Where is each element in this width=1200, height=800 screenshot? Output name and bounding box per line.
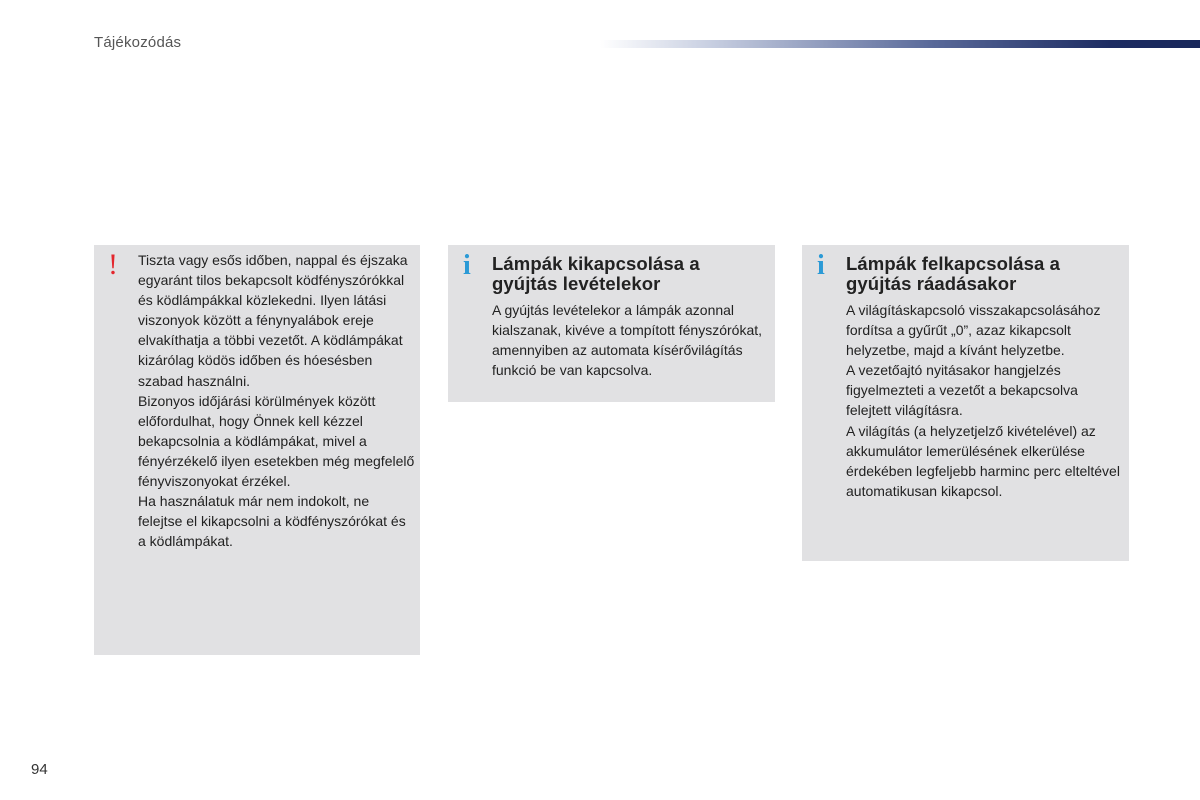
exclamation-icon: !	[108, 248, 118, 281]
info-paragraph: A világításkapcsoló visszakapcsolásához fordítsa a gyűrűt „0”, azaz kikapcsolt helyzetbe, majd a kívánt helyzetbe.	[846, 302, 1101, 359]
warning-paragraph: Ha használatuk már nem indokolt, ne felejtse el kikapcsolni a ködfényszórókat és a ködlámpákat.	[138, 493, 406, 550]
info-box-text	[846, 300, 1121, 501]
page-number: 94	[31, 761, 48, 778]
section-title: Tájékozódás	[94, 34, 182, 51]
info-icon: i	[817, 250, 825, 281]
warning-paragraph: Tiszta vagy esős időben, nappal és éjszaka egyaránt tilos bekapcsolt ködfényszórókkal és ködlámpákkal közlekedni. Ilyen látási viszonyok között a fénynyalábok ereje elvakíthatja a többi vezetőt. A ködlámpákat kizárólag ködös időben és hóesésben szabad használni.	[138, 252, 408, 389]
warning-paragraph: Bizonyos időjárási körülmények között előfordulhat, hogy Önnek kell kézzel bekapcsolnia a ködlámpákat, mivel a fényérzékelő ilyen esetekben még megfelelő fényviszonyokat érzékel.	[138, 392, 415, 490]
info-paragraph: A vezetőajtó nyitásakor hangjelzés figyelmezteti a vezetőt a bekapcsolva felejtett világításra.	[846, 362, 1078, 419]
warning-text	[138, 250, 416, 551]
header-gradient-band	[600, 40, 1200, 48]
info-box-heading: Lámpák felkapcsolása a gyújtás ráadásakor	[846, 253, 1061, 294]
info-paragraph: A gyújtás levételekor a lámpák azonnal kialszanak, kivéve a tompított fényszórókat, amennyiben az automata kísérővilágítás funkció be van kapcsolva.	[492, 302, 763, 379]
info-box-text	[492, 300, 767, 380]
info-icon: i	[463, 250, 471, 281]
info-paragraph: A világítás (a helyzetjelző kivételével) az akkumulátor lemerülésének elkerülése érdekében legfeljebb harminc perc elteltével automatikusan kikapcsol.	[846, 422, 1120, 499]
info-box-heading: Lámpák kikapcsolása a gyújtás levételekor	[492, 253, 700, 294]
